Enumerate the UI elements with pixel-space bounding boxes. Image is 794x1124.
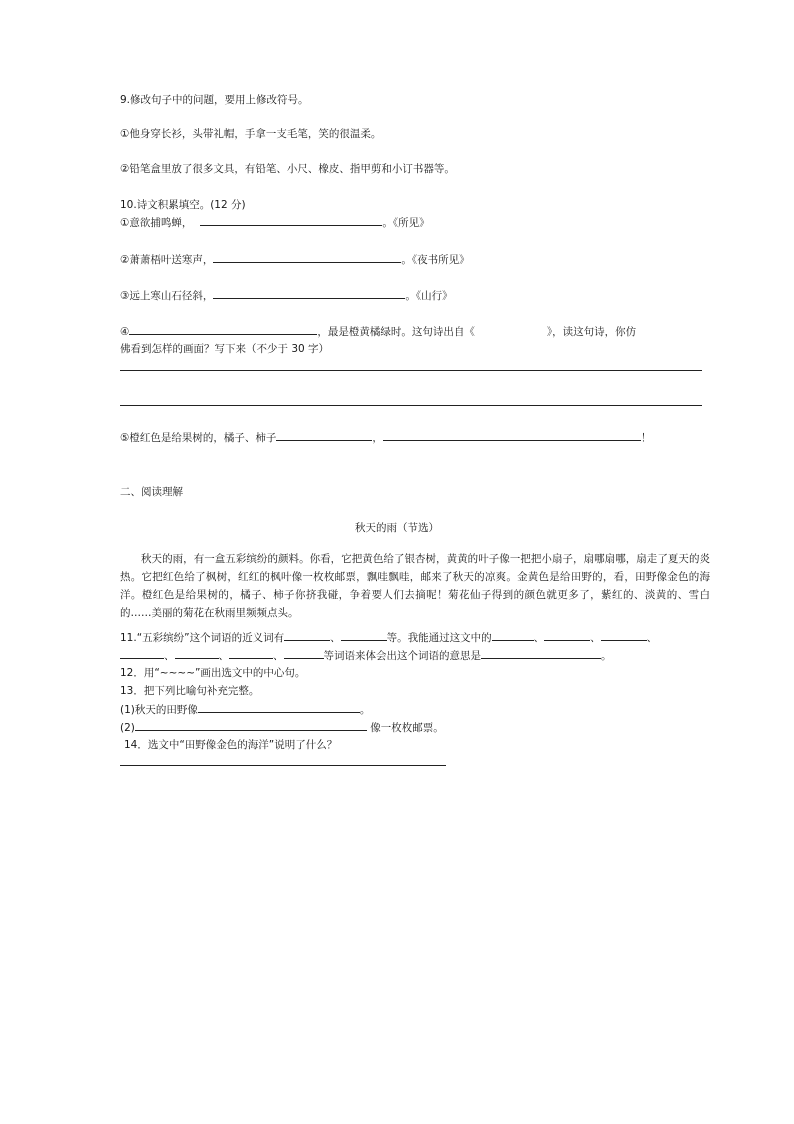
q10-item-5-comma: ，: [372, 432, 383, 444]
q11-line-1: [120, 630, 657, 645]
q11-blank-8[interactable]: [229, 648, 273, 659]
q11-text-b: 、: [330, 632, 341, 644]
q10-item-5-prompt: ⑤橙红色是给果树的，橘子、柿子: [120, 432, 277, 444]
q11-text-f: 、: [646, 632, 658, 644]
q10-item-3-prompt: ③远上寒山石径斜，: [120, 290, 214, 302]
q13-item-2-end: 像一枚枚邮票。: [366, 722, 444, 734]
q9-sentence-1: ①他身穿长衫，头带礼帽，手拿一支毛笔，笑的很温柔。: [120, 128, 382, 140]
q10-item-4-blank-verse[interactable]: [129, 324, 317, 335]
answer-line-2[interactable]: [120, 405, 702, 406]
q10-title: 10.诗文积累填空。(12 分): [120, 199, 246, 211]
q11-blank-3[interactable]: [492, 630, 534, 641]
q10-item-1-source: 。《所见》: [382, 217, 430, 229]
answer-line-1[interactable]: [120, 370, 702, 371]
q12-text: 12．用“~~~~”画出选文中的中心句。: [120, 667, 306, 679]
q10-item-3: [120, 288, 453, 303]
q10-item-1-prompt: ①意欲捕鸣蝉，: [120, 217, 193, 229]
q10-item-4: [120, 324, 636, 339]
q10-item-5-blank-1[interactable]: [276, 430, 372, 441]
q11-text-e: 、: [590, 632, 601, 644]
q11-blank-6[interactable]: [120, 648, 164, 659]
q10-item-2-prompt: ②萧萧梧叶送寒声，: [120, 254, 214, 266]
section-heading: 二、阅读理解: [120, 486, 183, 498]
q11-blank-2[interactable]: [341, 630, 387, 641]
q13-item-1-end: 。: [359, 704, 371, 716]
q14-answer-line[interactable]: [120, 765, 446, 766]
q10-item-3-source: 。《山行》: [405, 290, 453, 302]
q13-item-2-prompt: (2): [120, 722, 135, 734]
q10-item-1-blank[interactable]: [200, 215, 382, 226]
q11-blank-10[interactable]: [481, 648, 601, 659]
q11-text-c: 等。我能通过这文中的: [386, 632, 492, 644]
q11-text-i: 、: [273, 650, 284, 662]
q10-item-1: [120, 215, 430, 230]
q10-item-3-blank[interactable]: [213, 288, 405, 299]
q11-blank-4[interactable]: [544, 630, 590, 641]
q9-title: 9.修改句子中的问题，要用上修改符号。: [120, 94, 309, 106]
passage-title: 秋天的雨（节选）: [355, 522, 439, 534]
q11-text-k: 。: [601, 650, 612, 662]
q13-item-2: [120, 720, 444, 735]
q10-item-5-end: ！: [640, 432, 652, 444]
q13-item-2-blank[interactable]: [135, 720, 367, 731]
q11-blank-5[interactable]: [601, 630, 647, 641]
q10-item-4-text: ，最是橙黄橘绿时。这句诗出自《: [317, 326, 475, 338]
q10-item-2: [120, 252, 470, 267]
q10-item-4-marker: ④: [120, 326, 130, 338]
q11-line-2: [120, 648, 612, 663]
q13-item-1: [120, 702, 370, 717]
q10-item-4-text-2: 》，读这句诗，你仿: [546, 326, 637, 338]
q13-item-1-prompt: (1)秋天的田野像: [120, 704, 198, 716]
q11-text-d: 、: [533, 632, 545, 644]
q11-blank-9[interactable]: [284, 648, 324, 659]
q14-text: 14．选文中“田野像金色的海洋”说明了什么？: [124, 739, 338, 751]
q11-text-g: 、: [164, 650, 175, 662]
q11-text-a: 11.“五彩缤纷”这个词语的近义词有: [120, 632, 285, 644]
q10-item-5-blank-2[interactable]: [383, 430, 641, 441]
q13-title: 13．把下列比喻句补充完整。: [120, 685, 260, 697]
q10-item-4-line-2: 佛看到怎样的画面？写下来（不少于 30 字）: [120, 343, 330, 355]
q11-blank-1[interactable]: [284, 630, 330, 641]
q13-item-1-blank[interactable]: [198, 702, 360, 713]
q11-text-j: 等词语来体会出这个词语的意思是: [323, 650, 481, 662]
passage-text: 秋天的雨，有一盒五彩缤纷的颜料。你看，它把黄色给了银杏树，黄黄的叶子像一把把小扇子，扇哪扇哪，扇走了夏天的炎热。它把红色给了枫树，红红的枫叶像一枚枚邮票，飘哇飘哇，邮来了秋天的凉爽。金黄色是给田野的，看，田野像金色的海洋。橙红色是给果树的，橘子、柿子你挤我碰，争着要人们去摘呢！菊花仙子得到的颜色就更多了，紫红的、淡黄的、雪白的……美丽的菊花在秋雨里频频点头。: [120, 553, 710, 619]
q10-item-2-source: 。《夜书所见》: [401, 254, 470, 266]
q9-sentence-2: ②铅笔盒里放了很多文具，有铅笔、小尺、橡皮、指甲剪和小订书器等。: [120, 163, 455, 175]
q10-item-2-blank[interactable]: [213, 252, 401, 263]
q11-blank-7[interactable]: [175, 648, 219, 659]
q11-text-h: 、: [218, 650, 229, 662]
q10-item-5: [120, 430, 651, 445]
